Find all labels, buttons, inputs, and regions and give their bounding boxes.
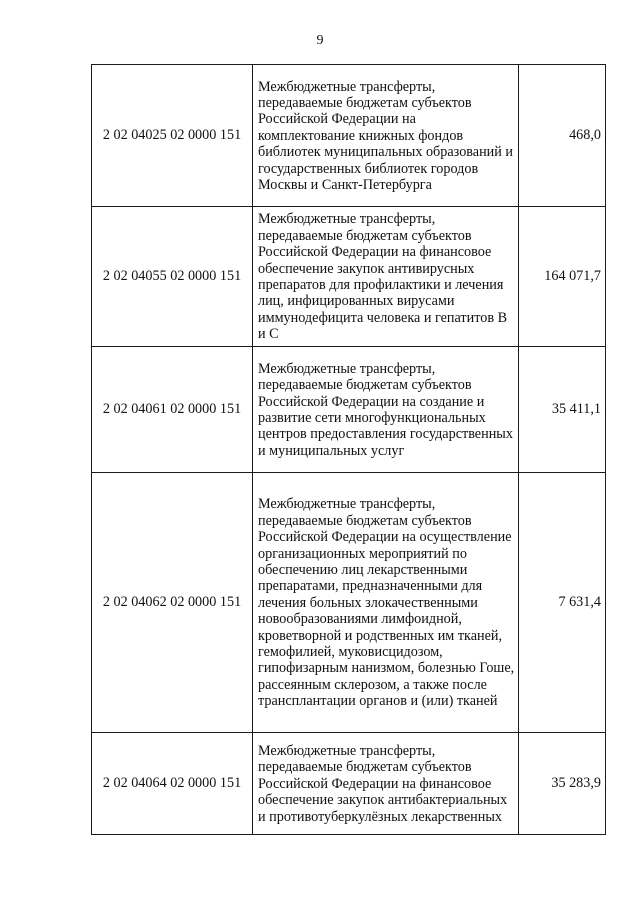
amount-cell: 468,0 (519, 65, 606, 207)
page-number: 9 (316, 33, 324, 48)
description-text: Межбюджетные трансферты, передаваемые бюджетам субъектов Российской Федерации на комплектование книжных фондов библиотек муниципальных образований и государственных библиотек городов Москвы и Санкт-Петербурга (258, 78, 514, 194)
amount-cell: 7 631,4 (519, 473, 606, 733)
budget-code-cell: 2 02 04055 02 0000 151 (92, 207, 253, 347)
amount-cell: 35 283,9 (519, 733, 606, 835)
table-row (92, 733, 606, 835)
amount-cell: 164 071,7 (519, 207, 606, 347)
description-text: Межбюджетные трансферты, передаваемые бюджетам субъектов Российской Федерации на создание и развитие сети многофункциональных центров предоставления государственных и муниципальных услуг (258, 360, 513, 459)
amount-cell: 35 411,1 (519, 347, 606, 473)
budget-code-cell: 2 02 04061 02 0000 151 (92, 347, 253, 473)
description-cell (253, 733, 519, 835)
budget-code-cell: 2 02 04025 02 0000 151 (92, 65, 253, 207)
budget-transfers-table (91, 64, 606, 835)
description-text: Межбюджетные трансферты, передаваемые бюджетам субъектов Российской Федерации на осуществление организационных мероприятий по обеспечению лиц лекарственными препаратами, предназначенными для лечения больных злокачественными новообразованиями лимфоидной, кроветворной и родственных им тканей, гемофилией, муковисцидозом, гипофизарным нанизмом, болезнью Гоше, рассеянным склерозом, а также после трансплантации органов и (или) тканей (258, 496, 515, 710)
description-cell (253, 207, 519, 347)
budget-code-cell: 2 02 04064 02 0000 151 (92, 733, 253, 835)
table-row (92, 65, 606, 207)
table-row (92, 207, 606, 347)
description-cell (253, 347, 519, 473)
description-cell (253, 65, 519, 207)
budget-code-cell: 2 02 04062 02 0000 151 (92, 473, 253, 733)
table-row (92, 473, 606, 733)
description-text: Межбюджетные трансферты, передаваемые бюджетам субъектов Российской Федерации на финансовое обеспечение закупок антибактериальных и противотуберкулёзных лекарственных (258, 742, 508, 825)
description-text: Межбюджетные трансферты, передаваемые бюджетам субъектов Российской Федерации на финансовое обеспечение закупок антивирусных препаратов для профилактики и лечения лиц, инфицированных вирусами иммунодефицита человека и гепатитов В и С (258, 211, 508, 343)
table-row (92, 347, 606, 473)
description-cell (253, 473, 519, 733)
